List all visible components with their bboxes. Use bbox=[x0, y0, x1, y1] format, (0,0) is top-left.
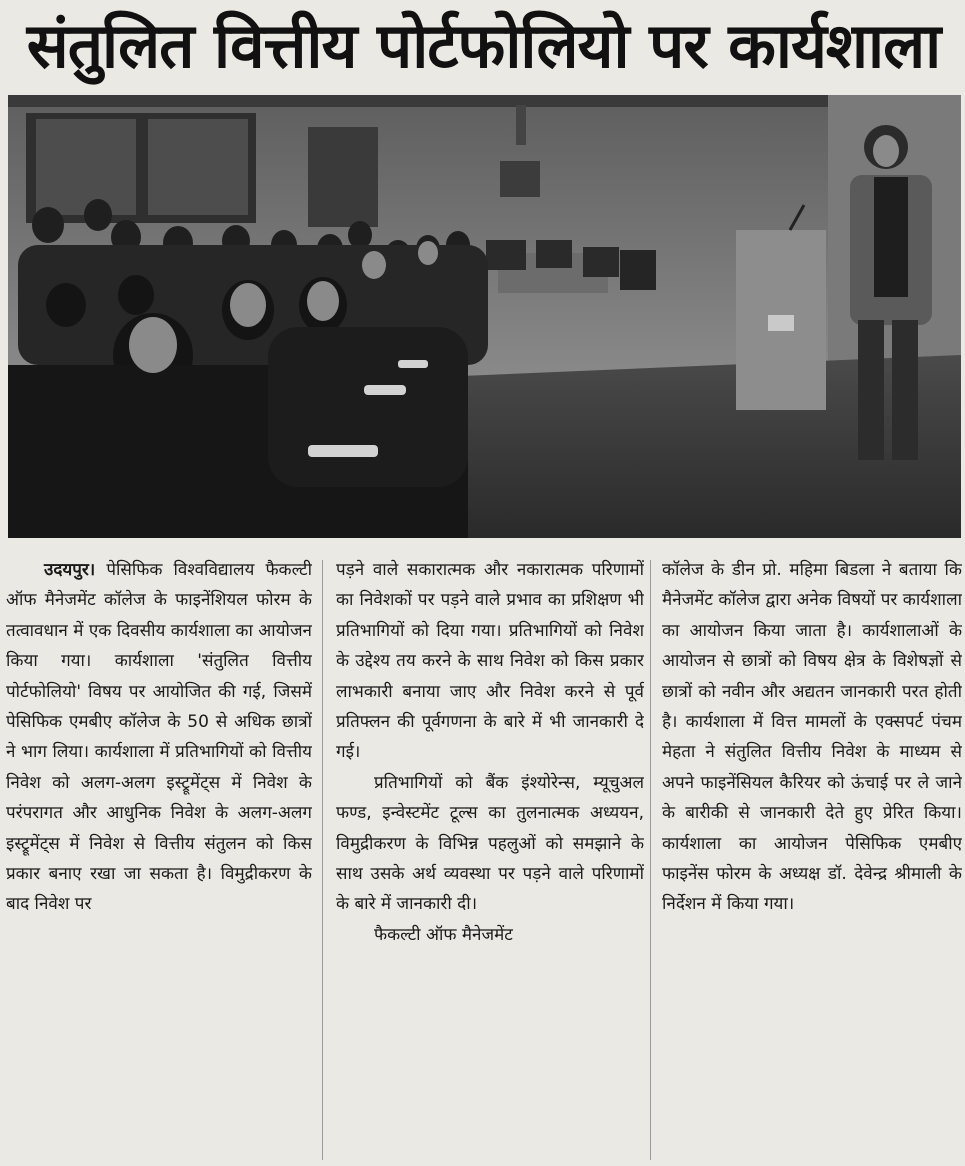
paragraph-text: पेसिफिक विश्वविद्यालय फैकल्टी ऑफ मैनेजमेंट कॉलेज के फाइनेंशियल फोरम के तत्वावधान में एक दिवसीय कार्यशाला का आयोजन किया गया। कार्यशाला 'संतुलित वित्तीय पोर्टफोलियो' विषय पर आयोजित की गई, जिसमें पेसिफिक एमबीए कॉलेज के 50 से अधिक छात्रों ने भाग लिया। कार्यशाला में प्रतिभागियों को वित्तीय निवेश को अलग-अलग इस्ट्रूमेंट्स में निवेश के परंपरागत और आधुनिक निवेश के अलग-अलग इस्ट्रूमेंट्स में निवेश से वित्तीय संतुलन को किस प्रकार बनाए रखा जा सकता है। विमुद्रीकरण के बाद निवेश पर bbox=[6, 560, 312, 915]
headline: संतुलित वित्तीय पोर्टफोलियो पर कार्यशाला bbox=[26, 9, 941, 82]
dateline: उदयपुर। bbox=[44, 560, 96, 580]
paragraph-text: पड़ने वाले सकारात्मक और नकारात्मक परिणामों का निवेशकों पर पड़ने वाले प्रभाव का प्रशिक्षण भी प्रतिभागियों को दिया गया। प्रतिभागियों को निवेश के उद्देश्य तय करने के साथ निवेश को किस प्रकार लाभकारी बनाया जाए और निवेश करने से पूर्व प्रतिफ्लन की पूर्वगणना के बारे में भी जानकारी दे गई। bbox=[336, 560, 644, 763]
article-column-3 bbox=[662, 555, 962, 1161]
photo-icon bbox=[8, 95, 961, 538]
paragraph-text: फैकल्टी ऑफ मैनेजमेंट bbox=[374, 924, 513, 945]
article-body bbox=[6, 555, 964, 1161]
article-column-1 bbox=[6, 555, 312, 1161]
workshop-photo bbox=[8, 95, 961, 538]
column-divider bbox=[650, 560, 651, 1160]
paragraph-text: प्रतिभागियों को बैंक इंश्योरेन्स, म्यूचुअल फण्ड, इन्वेस्टमेंट टूल्स का तुलनात्मक अध्ययन, विमुद्रीकरण के विभिन्न पहलुओं को समझाने के साथ उसके अर्थ व्यवस्था पर पड़ने वाले परिणामों के बारे में जानकारी दी। bbox=[336, 772, 644, 915]
paragraph-text: कॉलेज के डीन प्रो. महिमा बिडला ने बताया कि मैनेजमेंट कॉलेज द्वारा अनेक विषयों पर कार्यशाला का आयोजन किया जाता है। कार्यशालाओं के आयोजन से छात्रों को विषय क्षेत्र के विशेषज्ञों से छात्रों को नवीन और अद्यतन जानकारी परत होती है। कार्यशाला में वित्त मामलों के एक्सपर्ट पंचम मेहता ने संतुलित वित्तीय निवेश के माध्यम से अपने फाइनेंसियल कैरियर को ऊंचाई पर ले जाने के बारीकी से जानकारी देते हुए प्रेरित किया। कार्यशाला का आयोजन पेसिफिक एमबीए फाइनेंस फोरम के अध्यक्ष डॉ. देवेन्द्र श्रीमाली के निर्देशन में किया गया। bbox=[662, 560, 962, 915]
column-divider bbox=[322, 560, 323, 1160]
article-column-2 bbox=[336, 555, 644, 1161]
